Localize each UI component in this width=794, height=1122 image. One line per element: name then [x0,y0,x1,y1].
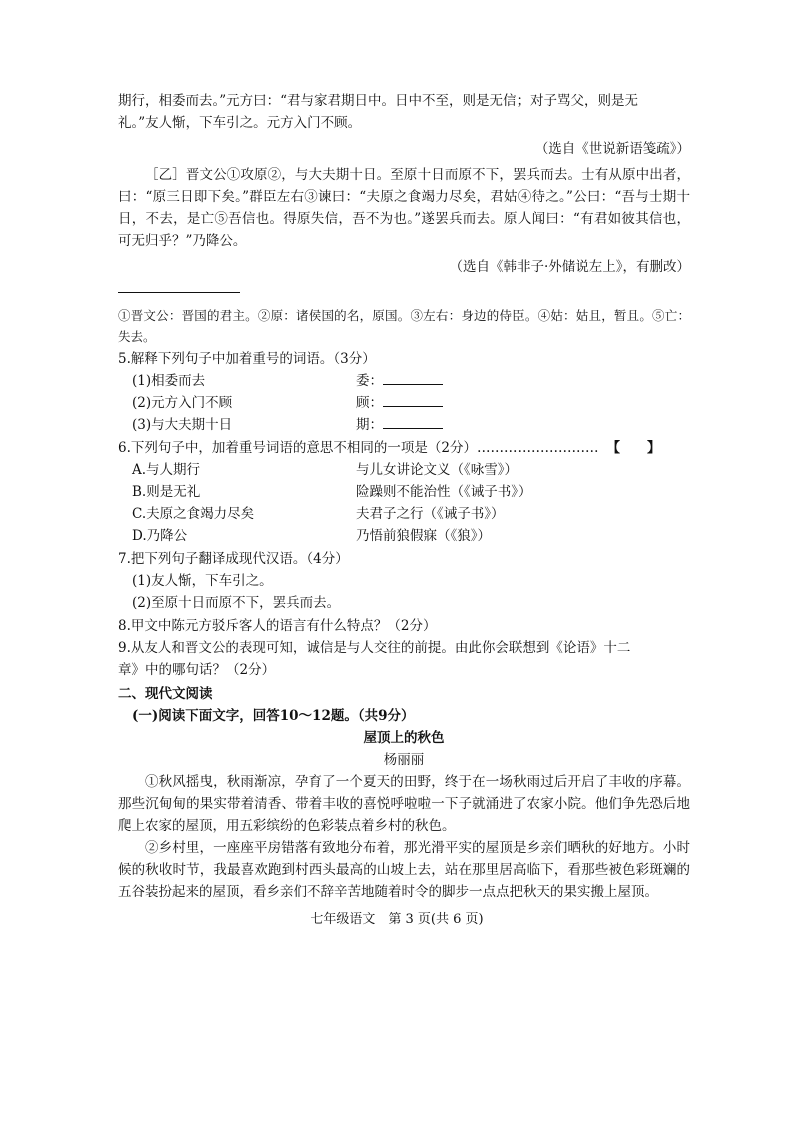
option-left: C.夫原之食竭力尽矣 [132,506,255,522]
option-right: 与儿女讲论文义（《咏雪》） [356,462,518,478]
question-6-option [118,459,690,481]
question-6-stem-line [118,437,690,459]
passage-jia-line-1: 期行，相委而去。”元方曰：“君与家君期日中。日中不至，则是无信；对子骂父，则是无 [118,93,639,109]
option-right: 险躁则不能治性（《诫子书》） [356,484,532,500]
question-6-stem: 6.下列句子中，加着重号词语的意思不相同的一项是（2分） [118,440,477,456]
answer-blank[interactable] [383,370,443,385]
question-5-word: 顾： [356,395,383,411]
question-8: 8.甲文中陈元方驳斥客人的语言有什么特点？（2分） [118,618,437,634]
answer-blank[interactable] [383,414,443,429]
option-right: 夫君子之行（《诫子书》） [356,506,505,522]
question-9-line-1: 9.从友人和晋文公的表现可知，诚信是与人交往的前提。由此你会联想到《论语》十二 [118,640,631,656]
footnote-divider [118,292,240,293]
question-5-item [118,392,690,414]
question-6-option [118,481,690,503]
question-6-option [118,503,690,525]
passage-yi-source: （选自《韩非子·外储说左上》，有删改） [449,259,690,275]
answer-bracket[interactable]: 【 】 [606,440,661,456]
page-footer: 七年级语文 第 3 页(共 6 页) [310,912,484,927]
passage-jia-source: （选自《世说新语笺疏》） [534,141,690,157]
option-right: 乃悟前狼假寐（《狼》） [356,528,491,544]
question-7-item: (2)至原十日而原不下，罢兵而去。 [132,595,341,611]
answer-blank[interactable] [383,392,443,407]
question-9-line-2: 章》中的哪句话？（2分） [118,662,276,678]
passage-jia-line-2: 礼。”友人惭，下车引之。元方入门不顾。 [118,115,362,131]
question-5-word: 期： [356,417,383,433]
question-7-stem: 7.把下列句子翻译成现代汉语。（4分） [118,551,349,567]
question-5-sentence: (3)与大夫期十日 [132,417,233,433]
section-heading: 二、现代文阅读 [118,686,213,702]
question-6-option [118,525,690,547]
footnote: ①晋文公：晋国的君主。②原：诸侯国的名，原国。③左右：身边的侍臣。④姑：姑且，暂且。⑤亡：失去。 [118,308,690,344]
option-left: D.乃降公 [132,528,188,544]
page-content [118,90,690,903]
subsection-heading: (一)阅读下面文字，回答10～12题。（共9分） [132,708,415,724]
article-author: 杨丽丽 [383,752,425,768]
article-title: 屋顶上的秋色 [363,730,445,746]
question-5-item [118,414,690,436]
option-left: A.与人期行 [132,462,201,478]
article-paragraph: ①秋风摇曳，秋雨渐凉，孕育了一个夏天的田野，终于在一场秋雨过后开启了丰收的序幕。那些沉甸甸的果实带着清香、带着丰收的喜悦呼啦啦一下子就涌进了农家小院。他们争先恐后地爬上农家的屋顶，用五彩缤纷的色彩装点着乡村的秋色。 [118,774,690,834]
question-5-stem: 5.解释下列句子中加着重号的词语。（3分） [118,351,376,367]
question-5-word: 委： [356,373,383,389]
article-paragraph: ②乡村里，一座座平房错落有致地分布着，那光滑平实的屋顶是乡亲们晒秋的好地方。小时候的秋收时节，我最喜欢跑到村西头最高的山坡上去，站在那里居高临下，看那些被色彩斑斓的五谷装扮起来的屋顶，看乡亲们不辞辛苦地随着时令的脚步一点点把秋天的果实搬上屋顶。 [118,840,690,900]
option-left: B.则是无礼 [132,484,201,500]
question-7-item: (1)友人惭，下车引之。 [132,573,273,589]
question-5-sentence: (1)相委而去 [132,373,206,389]
question-5-sentence: (2)元方入门不顾 [132,395,233,411]
leader-dots: ……………………… [476,440,599,456]
question-5-item [118,370,690,392]
passage-yi: ［乙］晋文公①攻原②，与大夫期十日。至原十日而原不下，罢兵而去。士有从原中出者，曰：“原三日即下矣。”群臣左右③谏曰：“夫原之食竭力尽矣，君姑④待之。”公曰：“吾与士期十日，不去，是亡⑤吾信也。得原失信，吾不为也。”遂罢兵而去。原人闻曰：“有君如彼其信也，可无归乎？”乃降公。 [118,167,690,249]
